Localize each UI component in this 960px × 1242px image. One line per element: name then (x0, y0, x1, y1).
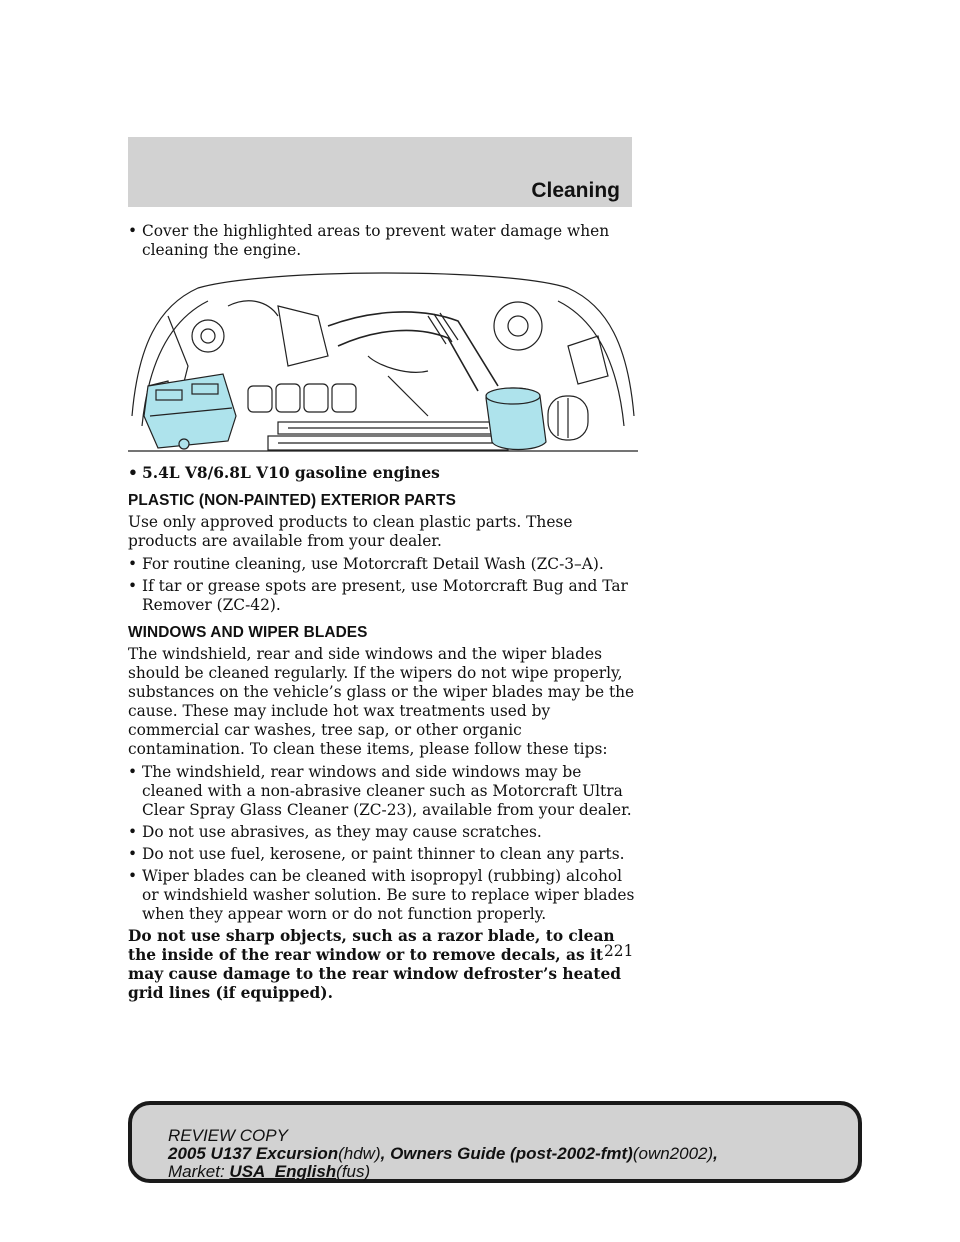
windows-text: The windshield, rear and side windows and the wiper blades should be cleaned regularly. If the wipers do not wipe properly, substances on the vehicle’s glass or the wiper blades may be the cause. These may include hot wax treatments used by commercial car washes, tree sap, or other organic contamination. To clean these items, please follow these tips: (128, 645, 635, 758)
footer-model: 2005 U137 Excursion (168, 1144, 339, 1163)
engine-illustration (128, 266, 638, 454)
header-band (128, 137, 632, 207)
footer-market: USA_English (229, 1162, 337, 1181)
footer-line2-tail: , (713, 1144, 718, 1163)
windows-bullet-2: • Do not use abrasives, as they may cause scratches. (128, 823, 638, 842)
windows-heading: WINDOWS AND WIPER BLADES (128, 624, 368, 641)
footer-line-3 (168, 1163, 718, 1181)
footer-model-code: (hdw) (338, 1144, 381, 1163)
review-footer (128, 1101, 862, 1183)
plastic-heading: PLASTIC (NON-PAINTED) EXTERIOR PARTS (128, 492, 456, 509)
windows-bullet-4: • Wiper blades can be cleaned with isopropyl (rubbing) alcohol or windshield washer solution. Be sure to replace wiper blades when they appear worn or do not function properly. (128, 867, 638, 924)
plastic-bullet-1: • For routine cleaning, use Motorcraft Detail Wash (ZC-3–A). (128, 555, 638, 574)
plastic-bullet-2: • If tar or grease spots are present, use Motorcraft Bug and Tar Remover (ZC-42). (128, 577, 638, 615)
page-number: 221 (604, 942, 634, 960)
page-content (128, 222, 638, 1007)
figure-caption-bullet: • 5.4L V8/6.8L V10 gasoline engines (128, 464, 638, 483)
plastic-text: Use only approved products to clean plastic parts. These products are available from your dealer. (128, 513, 573, 550)
windows-bullet-1: • The windshield, rear windows and side windows may be cleaned with a non-abrasive cleaner such as Motorcraft Ultra Clear Spray Glass Cleaner (ZC-23), available from your dealer. (128, 763, 638, 820)
intro-bullet: • Cover the highlighted areas to prevent water damage when cleaning the engine. (128, 222, 638, 260)
windows-bullet-3: • Do not use fuel, kerosene, or paint thinner to clean any parts. (128, 845, 638, 864)
footer-market-code: (fus) (336, 1162, 371, 1181)
footer-guide: , Owners Guide (post-2002-fmt) (380, 1144, 633, 1163)
footer-guide-code: (own2002) (632, 1144, 714, 1163)
footer-market-label: Market: (168, 1162, 225, 1181)
footer-line-2 (168, 1145, 718, 1163)
page-title: Cleaning (531, 179, 620, 202)
engine-figure (128, 266, 638, 454)
footer-text (168, 1127, 718, 1181)
windows-warning: Do not use sharp objects, such as a razor blade, to clean the inside of the rear window or to remove decals, as it may cause damage to the rear window defroster’s heated grid lines (if equipped). (128, 927, 622, 1002)
footer-line-1: REVIEW COPY (168, 1126, 288, 1145)
